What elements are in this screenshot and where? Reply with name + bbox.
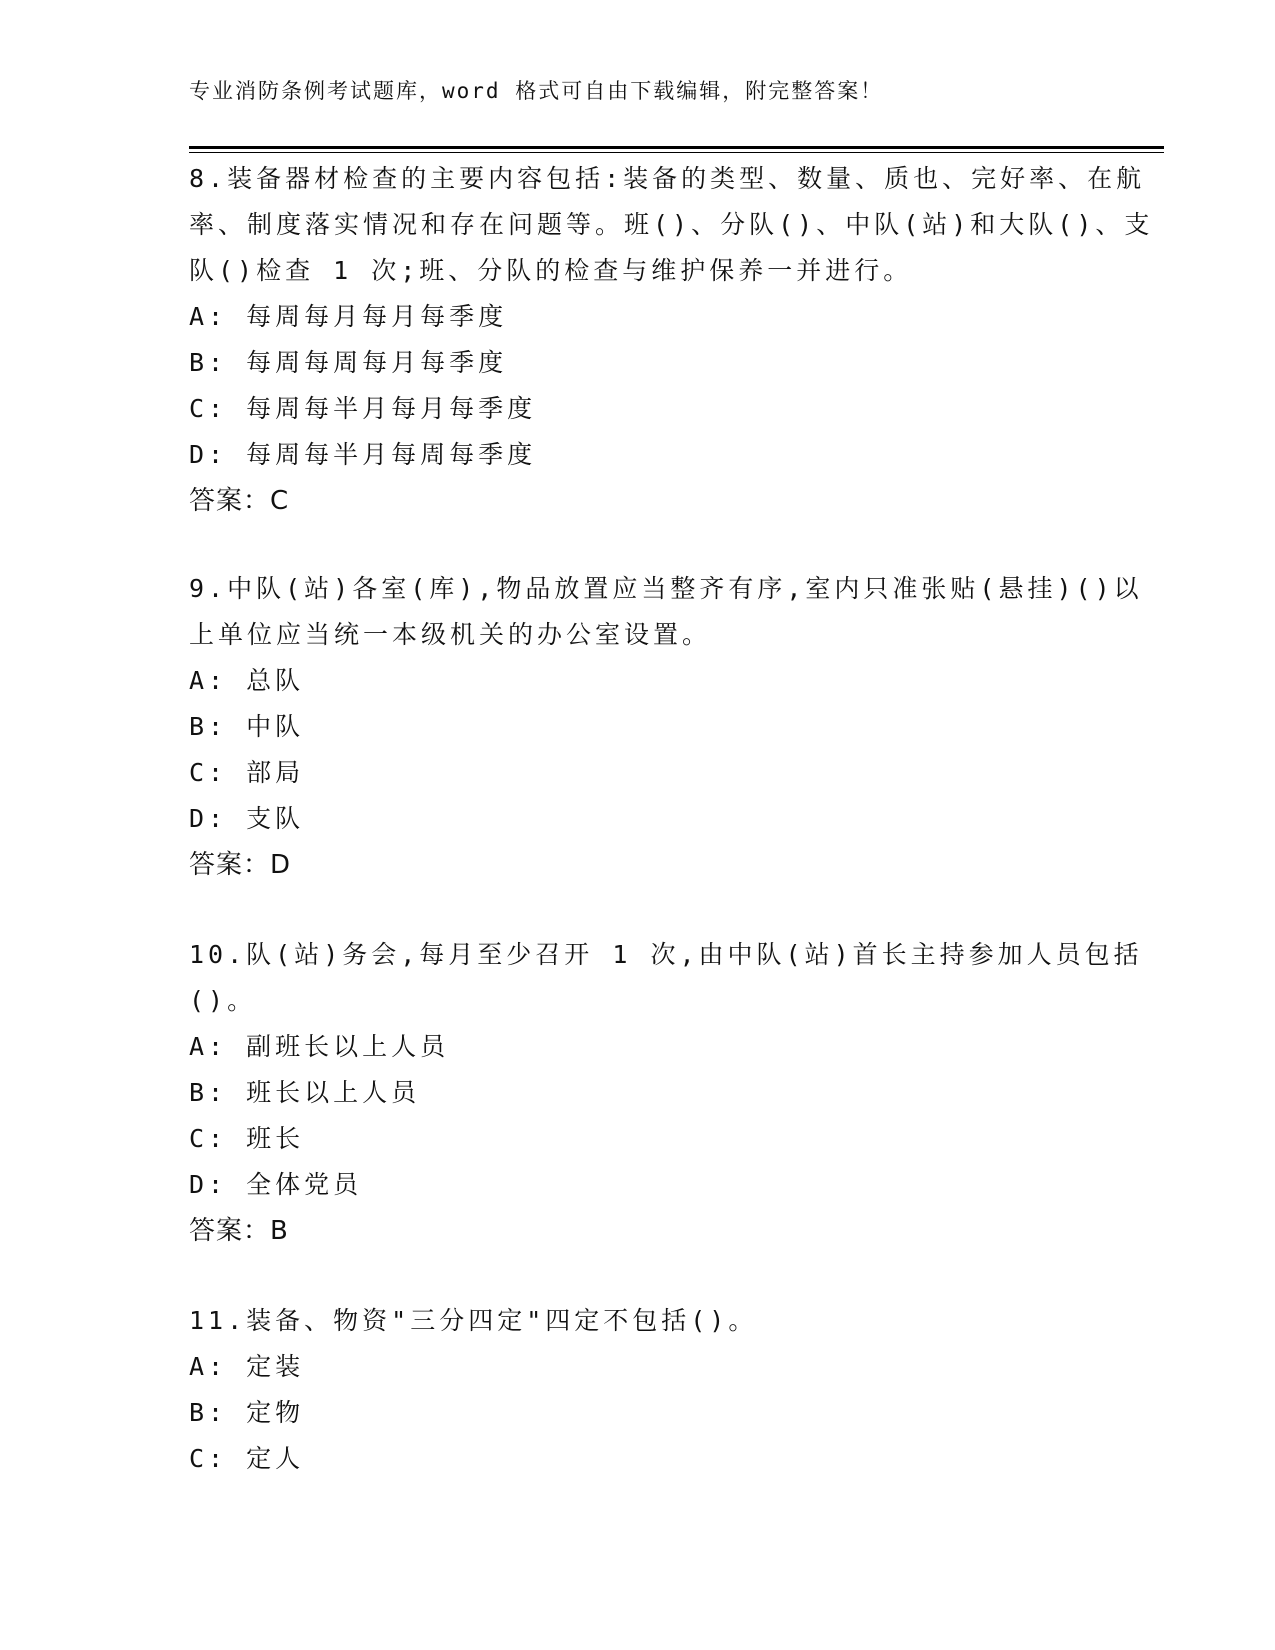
option-b: B: 班长以上人员 bbox=[189, 1078, 421, 1107]
question-10 bbox=[189, 932, 1169, 1254]
question-text: 11.装备、物资"三分四定"四定不包括()。 bbox=[189, 1306, 758, 1335]
option-a: A: 副班长以上人员 bbox=[189, 1032, 450, 1061]
question-text: 10.队(站)务会,每月至少召开 1 次,由中队(站)首长主持参加人员包括()。 bbox=[189, 940, 1143, 1015]
answer-line: 答案：D bbox=[189, 850, 292, 880]
option-c: C: 部局 bbox=[189, 758, 305, 787]
option-d: D: 支队 bbox=[189, 804, 305, 833]
question-9 bbox=[189, 566, 1169, 888]
header-divider-thick bbox=[189, 146, 1164, 149]
question-11 bbox=[189, 1298, 1169, 1482]
question-text: 8.装备器材检查的主要内容包括:装备的类型、数量、质也、完好率、在航率、制度落实情况和存在问题等。班()、分队()、中队(站)和大队()、支队()检查 1 次;班、分队的检查与维护保养一并进行。 bbox=[189, 164, 1154, 285]
document-header: 专业消防条例考试题库，word 格式可自由下载编辑，附完整答案！ bbox=[189, 79, 884, 103]
option-c: C: 班长 bbox=[189, 1124, 305, 1153]
answer-line: 答案：B bbox=[189, 1216, 289, 1246]
question-text: 9.中队(站)各室(库),物品放置应当整齐有序,室内只准张贴(悬挂)()以上单位应当统一本级机关的办公室设置。 bbox=[189, 574, 1143, 649]
option-a: A: 定装 bbox=[189, 1352, 305, 1381]
option-b: B: 中队 bbox=[189, 712, 305, 741]
option-c: C: 每周每半月每月每季度 bbox=[189, 394, 537, 423]
option-a: A: 总队 bbox=[189, 666, 305, 695]
option-c: C: 定人 bbox=[189, 1444, 305, 1473]
option-d: D: 每周每半月每周每季度 bbox=[189, 440, 537, 469]
option-b: B: 定物 bbox=[189, 1398, 305, 1427]
option-d: D: 全体党员 bbox=[189, 1170, 363, 1199]
header-divider-thin bbox=[189, 152, 1164, 153]
answer-line: 答案：C bbox=[189, 486, 290, 516]
option-b: B: 每周每周每月每季度 bbox=[189, 348, 508, 377]
question-8 bbox=[189, 156, 1169, 524]
option-a: A: 每周每月每月每季度 bbox=[189, 302, 508, 331]
